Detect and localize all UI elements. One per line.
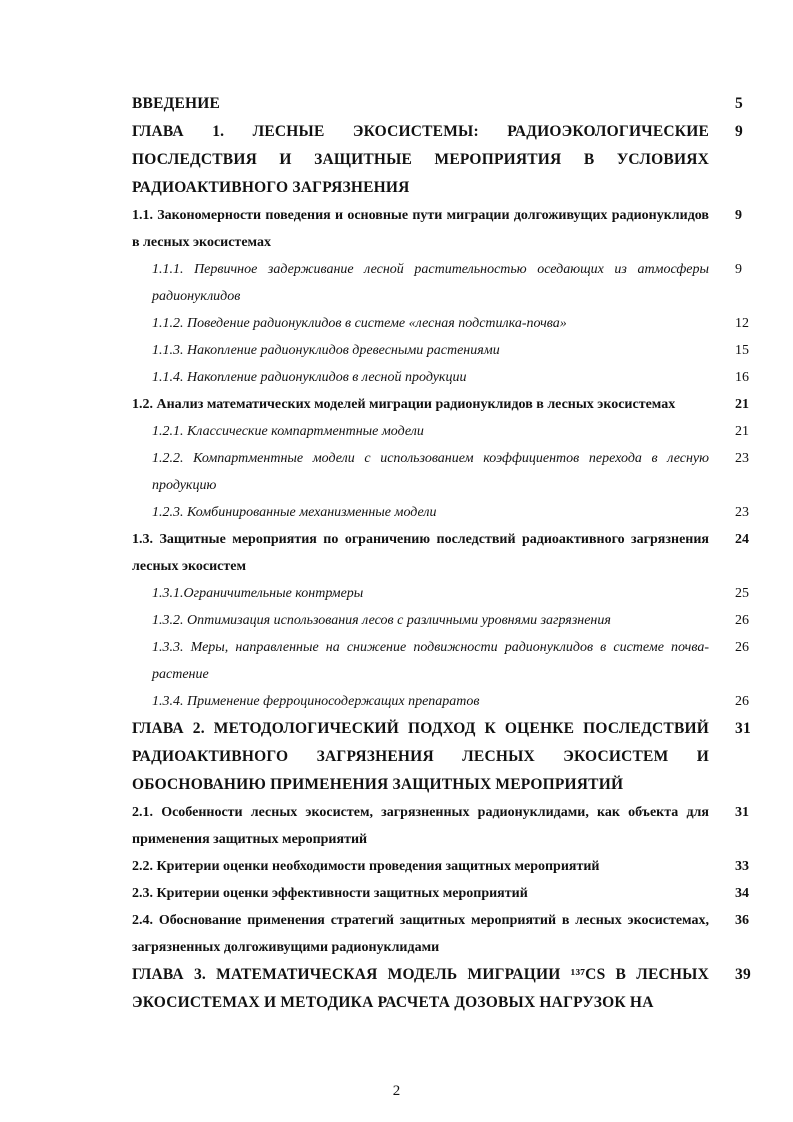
toc-subsection [132, 607, 777, 634]
toc-entry-title: 1.3. Защитные мероприятия по ограничению последствий радиоактивного загрязнения лесных экосистем [132, 532, 709, 574]
toc-subsection [132, 499, 777, 526]
toc-entry-title: 1.3.4. Применение ферроциносодержащих препаратов [152, 694, 480, 709]
toc-entry-page: 26 [735, 613, 749, 628]
toc-entry-page: 16 [735, 370, 749, 385]
toc-entry-page: 24 [735, 532, 749, 547]
toc-subsection [132, 418, 777, 445]
toc-entry-page: 23 [735, 451, 749, 466]
toc-entry-page: 12 [735, 316, 749, 331]
toc-entry-page: 39 [735, 966, 751, 983]
table-of-contents [132, 90, 777, 1017]
toc-section [132, 907, 777, 961]
toc-entry-title: 2.2. Критерии оценки необходимости проведения защитных мероприятий [132, 859, 600, 874]
toc-entry-title: 1.3.1.Ограничительные контрмеры [152, 586, 364, 601]
toc-entry-title: 1.2.2. Компартментные модели с использованием коэффициентов перехода в лесную продукцию [152, 451, 709, 493]
toc-entry-title: ГЛАВА 3. МАТЕМАТИЧЕСКАЯ МОДЕЛЬ МИГРАЦИИ ¹³⁷CS В ЛЕСНЫХ ЭКОСИСТЕМАХ И МЕТОДИКА РАСЧЕТА ДОЗОВЫХ НАГРУЗОК НА [132, 966, 709, 1011]
toc-entry-page: 26 [735, 640, 749, 655]
toc-entry-title: 1.3.3. Меры, направленные на снижение подвижности радионуклидов в системе почва-растение [152, 640, 709, 682]
toc-entry-page: 33 [735, 859, 749, 874]
toc-section [132, 853, 777, 880]
toc-entry-page: 31 [735, 720, 751, 737]
toc-entry-title: 1.1.3. Накопление радионуклидов древесными растениями [152, 343, 500, 358]
toc-section [132, 880, 777, 907]
toc-entry-title: 1.2.1. Классические компартментные модели [152, 424, 424, 439]
toc-entry-title: ВВЕДЕНИЕ [132, 95, 221, 112]
toc-entry-page: 31 [735, 805, 749, 820]
toc-entry-page: 9 [735, 208, 742, 223]
toc-entry-page: 15 [735, 343, 749, 358]
toc-section [132, 202, 777, 256]
toc-entry-title: 1.1.2. Поведение радионуклидов в системе «лесная подстилка-почва» [152, 316, 567, 331]
toc-entry-page: 34 [735, 886, 749, 901]
toc-entry-title: 1.1. Закономерности поведения и основные пути миграции долгоживущих радионуклидов в лесных экосистемах [132, 208, 709, 250]
toc-entry-page: 9 [735, 262, 742, 277]
toc-entry-title: 1.2. Анализ математических моделей миграции радионуклидов в лесных экосистемах [132, 397, 676, 412]
toc-subsection [132, 364, 777, 391]
toc-entry-title: ГЛАВА 1. ЛЕСНЫЕ ЭКОСИСТЕМЫ: РАДИОЭКОЛОГИЧЕСКИЕ ПОСЛЕДСТВИЯ И ЗАЩИТНЫЕ МЕРОПРИЯТИЯ В УСЛОВИЯХ РАДИОАКТИВНОГО ЗАГРЯЗНЕНИЯ [132, 123, 709, 196]
toc-chapter [132, 90, 777, 118]
toc-section [132, 391, 777, 418]
toc-entry-title: 1.1.4. Накопление радионуклидов в лесной продукции [152, 370, 467, 385]
toc-entry-page: 36 [735, 913, 749, 928]
toc-subsection [132, 445, 777, 499]
toc-subsection [132, 310, 777, 337]
page-number: 2 [392, 1083, 401, 1099]
toc-entry-title: 2.4. Обоснование применения стратегий защитных мероприятий в лесных экосистемах, загрязненных долгоживущими радионуклидами [132, 913, 709, 955]
toc-entry-title: 1.2.3. Комбинированные механизменные модели [152, 505, 437, 520]
toc-entry-page: 9 [735, 123, 743, 140]
toc-entry-title: 2.3. Критерии оценки эффективности защитных мероприятий [132, 886, 528, 901]
toc-chapter [132, 961, 777, 1017]
toc-entry-title: 1.3.2. Оптимизация использования лесов с различными уровнями загрязнения [152, 613, 611, 628]
toc-subsection [132, 256, 777, 310]
toc-entry-page: 23 [735, 505, 749, 520]
toc-chapter [132, 715, 777, 799]
toc-chapter [132, 118, 777, 202]
toc-entry-title: 1.1.1. Первичное задерживание лесной растительностью оседающих из атмосферы радионуклидов [152, 262, 709, 304]
toc-section [132, 799, 777, 853]
toc-subsection [132, 688, 777, 715]
toc-entry-page: 26 [735, 694, 749, 709]
toc-entry-page: 21 [735, 397, 749, 412]
toc-entry-page: 5 [735, 95, 743, 112]
toc-subsection [132, 634, 777, 688]
toc-subsection [132, 337, 777, 364]
toc-entry-title: 2.1. Особенности лесных экосистем, загрязненных радионуклидами, как объекта для применения защитных мероприятий [132, 805, 709, 847]
toc-section [132, 526, 777, 580]
toc-entry-page: 25 [735, 586, 749, 601]
toc-entry-page: 21 [735, 424, 749, 439]
toc-subsection [132, 580, 777, 607]
toc-entry-title: ГЛАВА 2. МЕТОДОЛОГИЧЕСКИЙ ПОДХОД К ОЦЕНКЕ ПОСЛЕДСТВИЙ РАДИОАКТИВНОГО ЗАГРЯЗНЕНИЯ ЛЕСНЫХ ЭКОСИСТЕМ И ОБОСНОВАНИЮ ПРИМЕНЕНИЯ ЗАЩИТНЫХ МЕРОПРИЯТИЙ [132, 720, 709, 793]
